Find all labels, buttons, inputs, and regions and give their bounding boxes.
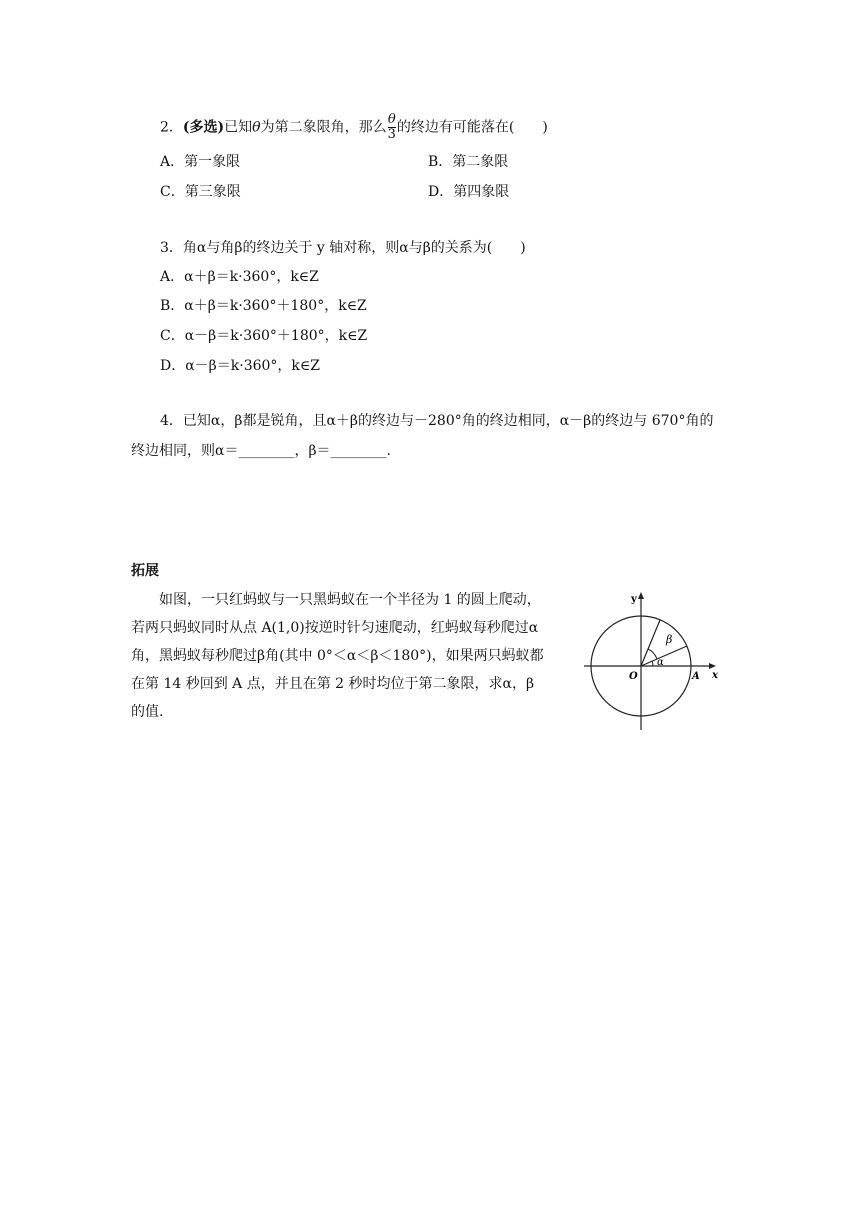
beta-label: β <box>666 633 673 646</box>
q3-option-d: D．α－β＝k·360°，k∈Z <box>160 358 321 374</box>
extension-line-4: 在第 14 秒回到 A 点，并且在第 2 秒时均位于第二象限，求α，β <box>131 676 535 692</box>
q2-text-a: 已知 <box>224 119 253 136</box>
q2-text-b: 为第二象限角，那么 <box>260 119 387 136</box>
beta-arc <box>648 649 657 659</box>
alpha-label: α <box>657 657 664 668</box>
q2-number: 2． <box>160 119 183 136</box>
q3-option-b: B．α＋β＝k·360°＋180°，k∈Z <box>160 298 367 314</box>
q2-tag: (多选) <box>182 119 225 136</box>
q2-fraction <box>388 113 396 142</box>
q4-line-2: 终边相同，则α＝________，β＝________. <box>131 443 391 459</box>
y-label: y <box>631 594 637 605</box>
extension-line-3: 角，黑蚂蚁每秒爬过β角(其中 0°＜α＜β＜180°)，如果两只蚂蚁都 <box>131 648 544 664</box>
extension-line-1: 如图，一只红蚂蚁与一只黑蚂蚁在一个半径为 1 的圆上爬动， <box>131 592 541 608</box>
q3-stem: 3．角α与角β的终边关于 y 轴对称，则α与β的关系为( ) <box>160 240 526 256</box>
q2-frac-den: 3 <box>387 127 396 142</box>
q2-option-d: D．第四象限 <box>428 184 510 200</box>
q2-option-c: C．第三象限 <box>160 184 241 200</box>
a-label: A <box>692 671 700 682</box>
q3-option-a: A．α＋β＝k·360°，k∈Z <box>160 269 319 285</box>
q2-frac-num: θ <box>387 112 396 127</box>
alpha-arc <box>652 661 653 666</box>
q3-option-c: C．α－β＝k·360°＋180°，k∈Z <box>160 328 368 344</box>
origin-label: O <box>629 671 638 682</box>
q2-stem <box>160 113 548 142</box>
q2-theta: θ <box>252 119 261 136</box>
x-axis-arrow-icon <box>709 663 716 669</box>
q2-option-a: A．第一象限 <box>160 154 241 170</box>
q2-text-c: 的终边有可能落在( ) <box>396 119 548 136</box>
extension-line-2: 若两只蚂蚁同时从点 A(1,0)按逆时针匀速爬动，红蚂蚁每秒爬过α <box>131 620 539 636</box>
y-axis-arrow-icon <box>638 592 644 599</box>
q4-line-1: 4．已知α，β都是锐角，且α＋β的终边与－280°角的终边相同，α－β的终边与 670°角的 <box>160 413 714 429</box>
unit-circle-figure <box>584 588 724 733</box>
extension-title: 拓展 <box>131 563 159 579</box>
q2-option-b: B．第二象限 <box>428 154 509 170</box>
x-label: x <box>712 670 718 681</box>
extension-line-5: 的值. <box>131 704 164 720</box>
